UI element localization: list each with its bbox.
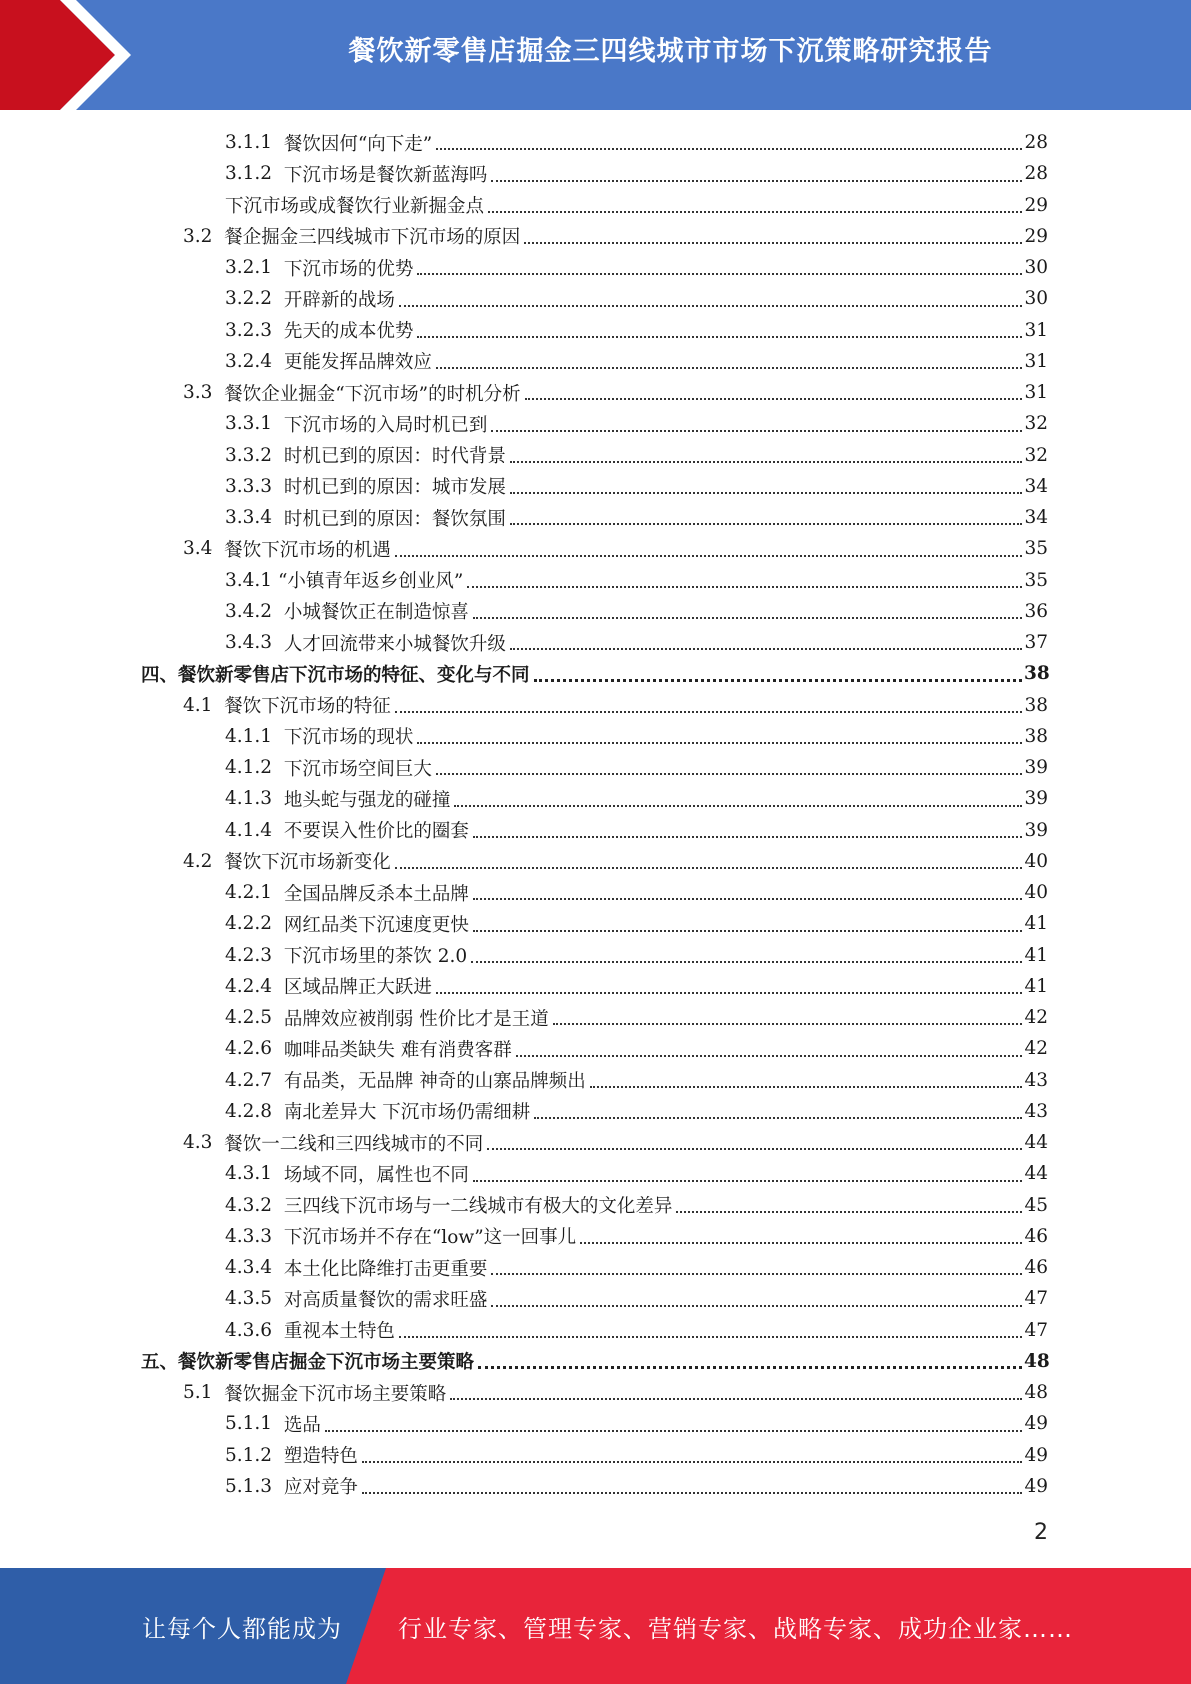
toc-entry-page: 47 [1024, 1288, 1048, 1310]
toc-entry-page: 49 [1024, 1475, 1048, 1497]
toc-entry[interactable] [0, 471, 1191, 502]
toc-entry-page: 28 [1024, 163, 1048, 185]
page-footer [0, 1568, 1191, 1684]
toc-dot-leader [417, 273, 1022, 275]
toc-entry-title: 先天的成本优势 [283, 321, 414, 343]
toc-entry-number: 4.1.1 [225, 725, 284, 747]
toc-entry[interactable] [0, 721, 1191, 752]
toc-entry-title: 下沉市场空间巨大 [283, 758, 432, 780]
toc-entry-number: 4.3.5 [225, 1288, 284, 1310]
toc-dot-leader [487, 1148, 1022, 1150]
toc-entry-page: 34 [1024, 507, 1048, 529]
footer-slogan: 让每个人都能成为 [142, 1614, 342, 1643]
toc-entry-title: 餐饮企业掘金“下沉市场”的时机分析 [224, 383, 521, 405]
toc-entry-title: 下沉市场或成餐饮行业新掘金点 [225, 196, 485, 218]
toc-entry-page: 48 [1024, 1382, 1048, 1404]
toc-entry-page: 37 [1024, 632, 1048, 654]
toc-entry-page: 38 [1024, 725, 1048, 747]
toc-entry-title: 塑造特色 [283, 1446, 358, 1468]
toc-dot-leader [467, 586, 1022, 588]
toc-entry-number: 4.3.3 [225, 1225, 284, 1247]
toc-entry-page: 31 [1024, 350, 1048, 372]
toc-entry-title: 餐饮下沉市场新变化 [224, 852, 391, 874]
toc-entry-number: 3.4.3 [225, 632, 284, 654]
toc-dot-leader [436, 367, 1022, 369]
toc-entry-title: 餐企掘金三四线城市下沉市场的原因 [224, 227, 521, 249]
toc-entry-title: 下沉市场是餐饮新蓝海吗 [283, 164, 488, 186]
toc-entry-page: 35 [1024, 569, 1048, 591]
toc-entry-page: 30 [1024, 257, 1048, 279]
toc-entry[interactable] [0, 815, 1191, 846]
toc-dot-leader [471, 961, 1022, 963]
toc-entry[interactable] [0, 752, 1191, 783]
toc-entry-number: 3.1.2 [225, 163, 284, 185]
toc-entry[interactable] [0, 1033, 1191, 1064]
toc-dot-leader [473, 836, 1022, 838]
table-of-contents [0, 127, 1191, 1502]
page-header [0, 0, 1191, 110]
toc-entry-page: 41 [1024, 913, 1048, 935]
toc-dot-leader [395, 555, 1022, 557]
toc-entry-number: 3.3.4 [225, 507, 284, 529]
toc-entry-number: 3.2.2 [225, 288, 284, 310]
toc-entry-page: 40 [1024, 882, 1048, 904]
toc-dot-leader [534, 1117, 1022, 1119]
toc-entry-page: 44 [1024, 1132, 1048, 1154]
toc-dot-leader [580, 1242, 1022, 1244]
header-chevron-icon [0, 0, 150, 110]
toc-entry[interactable] [0, 1377, 1191, 1408]
toc-dot-leader [473, 930, 1022, 932]
toc-entry-number: 4.2.8 [225, 1100, 284, 1122]
toc-entry-title: 餐饮掘金下沉市场主要策略 [224, 1383, 447, 1405]
toc-entry-page: 30 [1024, 288, 1048, 310]
toc-entry-title: 餐饮下沉市场的特征 [224, 696, 391, 718]
toc-entry-number: 4.2.1 [225, 882, 284, 904]
toc-entry[interactable] [0, 502, 1191, 533]
toc-entry-page: 31 [1024, 382, 1048, 404]
toc-entry-page: 42 [1024, 1007, 1048, 1029]
toc-dot-leader [676, 1211, 1022, 1213]
toc-entry-title: 餐饮下沉市场的机遇 [224, 539, 391, 561]
toc-entry[interactable] [0, 533, 1191, 564]
toc-entry[interactable] [0, 1283, 1191, 1314]
toc-entry-number: 4.3 [183, 1132, 225, 1154]
toc-entry-page: 39 [1024, 819, 1048, 841]
toc-dot-leader [362, 1461, 1022, 1463]
toc-dot-leader [450, 1398, 1022, 1400]
toc-entry[interactable] [0, 1096, 1191, 1127]
toc-entry-number: 4.3.4 [225, 1257, 284, 1279]
toc-dot-leader [325, 1430, 1022, 1432]
toc-entry[interactable] [0, 1252, 1191, 1283]
toc-dot-leader [525, 398, 1022, 400]
toc-entry[interactable] [0, 1346, 1191, 1377]
toc-entry[interactable] [0, 252, 1191, 283]
toc-entry-page: 44 [1024, 1163, 1048, 1185]
toc-entry-page: 39 [1024, 757, 1048, 779]
toc-entry-number: 4.1 [183, 694, 225, 716]
toc-entry-number: 3.2.3 [225, 319, 284, 341]
toc-entry[interactable] [0, 846, 1191, 877]
toc-entry-title: 五、餐饮新零售店掘金下沉市场主要策略 [141, 1352, 475, 1374]
toc-entry-title: 开辟新的战场 [283, 289, 395, 311]
toc-entry[interactable] [0, 565, 1191, 596]
toc-entry-number: 4.3.1 [225, 1163, 284, 1185]
toc-entry-number: 5.1.1 [225, 1413, 284, 1435]
toc-entry-number: 4.3.6 [225, 1319, 284, 1341]
toc-entry[interactable] [0, 783, 1191, 814]
toc-dot-leader [510, 523, 1022, 525]
toc-entry-page: 32 [1024, 413, 1048, 435]
toc-entry-title: 不要误入性价比的圈套 [283, 821, 469, 843]
toc-entry-number: 3.3.1 [225, 413, 284, 435]
toc-entry-page: 45 [1024, 1194, 1048, 1216]
toc-entry-title: 应对竞争 [283, 1477, 358, 1499]
toc-entry-number: 3.4.2 [225, 600, 284, 622]
toc-dot-leader [473, 898, 1022, 900]
toc-dot-leader [454, 805, 1022, 807]
toc-entry[interactable] [0, 1440, 1191, 1471]
toc-entry-title: 选品 [283, 1414, 321, 1436]
toc-entry[interactable] [0, 1158, 1191, 1189]
toc-dot-leader [395, 711, 1022, 713]
toc-dot-leader [436, 148, 1022, 150]
toc-dot-leader [399, 1336, 1022, 1338]
toc-dot-leader [478, 1366, 1022, 1369]
toc-entry[interactable] [0, 1221, 1191, 1252]
toc-entry-title: 四、餐饮新零售店下沉市场的特征、变化与不同 [141, 664, 530, 686]
toc-entry-title: 人才回流带来小城餐饮升级 [283, 633, 506, 655]
toc-entry-title: 餐饮因何“向下走” [283, 133, 433, 155]
toc-entry-title: 时机已到的原因：城市发展 [283, 477, 506, 499]
toc-entry[interactable] [0, 971, 1191, 1002]
toc-entry[interactable] [0, 596, 1191, 627]
toc-entry-title: 网红品类下沉速度更快 [283, 914, 469, 936]
toc-entry-number: 4.1.3 [225, 788, 284, 810]
toc-entry-title: 南北差异大 下沉市场仍需细耕 [283, 1102, 531, 1124]
toc-entry-page: 42 [1024, 1038, 1048, 1060]
toc-entry[interactable] [0, 627, 1191, 658]
toc-entry[interactable] [0, 377, 1191, 408]
toc-entry-number: 4.1.4 [225, 819, 284, 841]
toc-entry-page: 41 [1024, 975, 1048, 997]
toc-dot-leader [395, 867, 1022, 869]
toc-dot-leader [417, 336, 1022, 338]
toc-entry[interactable] [0, 1471, 1191, 1502]
toc-entry-page: 29 [1024, 225, 1048, 247]
toc-dot-leader [488, 211, 1022, 213]
toc-entry-page: 38 [1024, 694, 1048, 716]
toc-entry-title: 本土化比降维打击更重要 [283, 1258, 488, 1280]
toc-dot-leader [473, 1180, 1022, 1182]
toc-entry-page: 36 [1024, 600, 1048, 622]
toc-dot-leader [524, 242, 1022, 244]
toc-dot-leader [516, 1055, 1022, 1057]
toc-entry[interactable] [0, 1190, 1191, 1221]
toc-entry-title: 三四线下沉市场与一二线城市有极大的文化差异 [283, 1196, 673, 1218]
toc-entry-title: 地头蛇与强龙的碰撞 [283, 789, 451, 811]
toc-entry-number: 3.4 [183, 538, 225, 560]
toc-entry[interactable] [0, 940, 1191, 971]
toc-dot-leader [436, 992, 1022, 994]
toc-entry-number: 3.2.1 [225, 257, 284, 279]
toc-entry-number: 3.3.3 [225, 475, 284, 497]
toc-entry-title: 下沉市场并不存在“low”这一回事儿 [283, 1227, 577, 1249]
toc-dot-leader [491, 430, 1022, 432]
toc-entry-number: 3.2.4 [225, 350, 284, 372]
toc-entry[interactable] [0, 408, 1191, 439]
page-number: 2 [1034, 1520, 1048, 1545]
toc-dot-leader [491, 180, 1022, 182]
footer-roles: 行业专家、管理专家、营销专家、战略专家、成功企业家…… [398, 1614, 1073, 1643]
toc-entry-number: 5.1.3 [225, 1475, 284, 1497]
toc-entry-title: 下沉市场的优势 [283, 258, 414, 280]
toc-entry-title: 餐饮一二线和三四线城市的不同 [224, 1133, 484, 1155]
toc-entry-page: 38 [1024, 663, 1050, 685]
toc-entry-title: 有品类，无品牌 神奇的山寨品牌频出 [283, 1071, 586, 1093]
toc-entry[interactable] [0, 908, 1191, 939]
toc-entry-page: 49 [1024, 1444, 1048, 1466]
toc-entry-number: 3.3.2 [225, 444, 284, 466]
toc-entry[interactable] [0, 158, 1191, 189]
toc-entry-title: 下沉市场的入局时机已到 [283, 414, 488, 436]
toc-dot-leader [510, 461, 1022, 463]
toc-dot-leader [534, 679, 1022, 682]
toc-entry-title: 更能发挥品牌效应 [283, 352, 432, 374]
toc-entry[interactable] [0, 221, 1191, 252]
toc-entry-number: 3.4.1 [225, 569, 278, 591]
toc-dot-leader [473, 617, 1022, 619]
toc-entry-page: 39 [1024, 788, 1048, 810]
toc-entry-page: 31 [1024, 319, 1048, 341]
toc-entry-page: 32 [1024, 444, 1048, 466]
toc-entry[interactable] [0, 190, 1191, 221]
toc-entry-page: 34 [1024, 475, 1048, 497]
toc-entry-title: “小镇青年返乡创业风” [277, 571, 464, 593]
toc-entry-number: 4.3.2 [225, 1194, 284, 1216]
toc-dot-leader [399, 305, 1022, 307]
toc-dot-leader [491, 1305, 1022, 1307]
toc-entry-page: 40 [1024, 850, 1048, 872]
toc-entry-number: 4.1.2 [225, 757, 284, 779]
toc-entry-number: 3.2 [183, 225, 225, 247]
toc-dot-leader [510, 648, 1022, 650]
toc-dot-leader [491, 1273, 1022, 1275]
toc-entry-page: 49 [1024, 1413, 1048, 1435]
toc-entry[interactable] [0, 690, 1191, 721]
toc-dot-leader [417, 742, 1022, 744]
toc-entry[interactable] [0, 658, 1191, 689]
toc-entry-number: 4.2.3 [225, 944, 284, 966]
toc-entry[interactable] [0, 1127, 1191, 1158]
toc-entry[interactable] [0, 1315, 1191, 1346]
toc-entry[interactable] [0, 283, 1191, 314]
toc-entry-number: 4.2.5 [225, 1007, 284, 1029]
toc-entry-number: 5.1 [183, 1382, 225, 1404]
toc-entry-page: 47 [1024, 1319, 1048, 1341]
toc-entry-title: 咖啡品类缺失 难有消费客群 [283, 1039, 512, 1061]
toc-entry-title: 重视本土特色 [283, 1321, 395, 1343]
toc-entry-page: 48 [1024, 1350, 1050, 1372]
toc-dot-leader [362, 1492, 1022, 1494]
toc-entry[interactable] [0, 346, 1191, 377]
toc-entry[interactable] [0, 877, 1191, 908]
toc-entry-page: 41 [1024, 944, 1048, 966]
toc-entry-number: 4.2 [183, 850, 225, 872]
toc-entry-number: 4.2.7 [225, 1069, 284, 1091]
toc-entry[interactable] [0, 315, 1191, 346]
toc-entry-page: 29 [1024, 194, 1048, 216]
toc-entry-page: 28 [1024, 132, 1048, 154]
toc-dot-leader [590, 1086, 1022, 1088]
toc-entry-page: 43 [1024, 1100, 1048, 1122]
toc-entry-number: 5.1.2 [225, 1444, 284, 1466]
toc-dot-leader [436, 773, 1022, 775]
toc-entry-title: 时机已到的原因：餐饮氛围 [283, 508, 506, 530]
toc-entry-number: 4.2.4 [225, 975, 284, 997]
toc-entry-page: 43 [1024, 1069, 1048, 1091]
toc-entry-title: 时机已到的原因：时代背景 [283, 446, 506, 468]
toc-entry-page: 46 [1024, 1225, 1048, 1247]
toc-entry-title: 场域不同，属性也不同 [283, 1164, 469, 1186]
report-title: 餐饮新零售店掘金三四线城市市场下沉策略研究报告 [348, 35, 993, 67]
toc-entry[interactable] [0, 127, 1191, 158]
toc-entry-title: 小城餐饮正在制造惊喜 [283, 602, 469, 624]
toc-entry-title: 下沉市场里的茶饮 2.0 [283, 946, 468, 968]
toc-entry-title: 全国品牌反杀本土品牌 [283, 883, 469, 905]
toc-entry-number: 4.2.2 [225, 913, 284, 935]
toc-entry[interactable] [0, 1065, 1191, 1096]
toc-entry-number: 3.1.1 [225, 132, 284, 154]
toc-entry-number: 4.2.6 [225, 1038, 284, 1060]
toc-entry-title: 对高质量餐饮的需求旺盛 [283, 1289, 488, 1311]
toc-entry[interactable] [0, 1408, 1191, 1439]
toc-entry[interactable] [0, 440, 1191, 471]
toc-entry-page: 35 [1024, 538, 1048, 560]
toc-entry-title: 品牌效应被削弱 性价比才是王道 [283, 1008, 549, 1030]
toc-entry[interactable] [0, 1002, 1191, 1033]
toc-dot-leader [553, 1023, 1022, 1025]
toc-entry-number: 3.3 [183, 382, 225, 404]
toc-entry-title: 区域品牌正大跃进 [283, 977, 432, 999]
toc-dot-leader [510, 492, 1022, 494]
toc-entry-page: 46 [1024, 1257, 1048, 1279]
toc-entry-title: 下沉市场的现状 [283, 727, 414, 749]
